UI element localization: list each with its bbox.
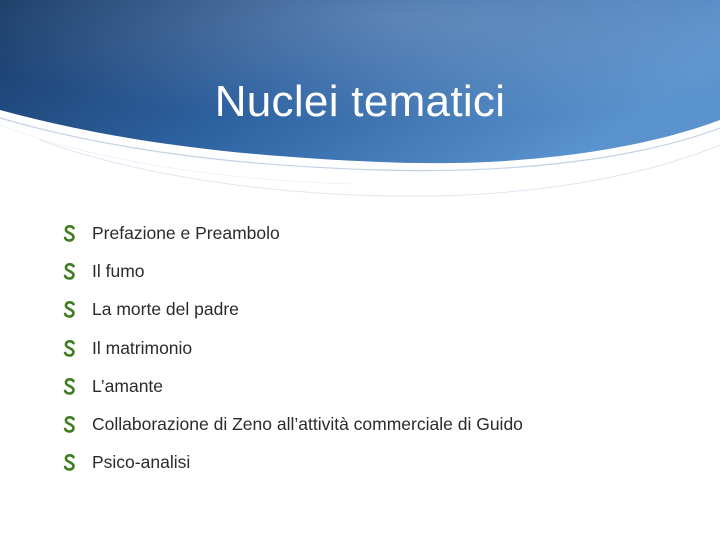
s-swash-bullet-icon xyxy=(62,340,76,357)
bullet-list xyxy=(62,214,523,482)
list-item xyxy=(62,367,523,405)
bullet-text: Il fumo xyxy=(92,260,145,281)
list-item xyxy=(62,291,523,329)
list-item xyxy=(62,329,523,367)
s-swash-bullet-icon xyxy=(62,454,76,471)
list-item xyxy=(62,444,523,482)
bullet-text: Psico-analisi xyxy=(92,452,191,473)
bullet-text: La morte del padre xyxy=(92,299,239,320)
bullet-text: Il matrimonio xyxy=(92,337,193,358)
bullet-text: Prefazione e Preambolo xyxy=(92,222,280,243)
s-swash-bullet-icon xyxy=(62,416,76,433)
slide-title: Nuclei tematici xyxy=(214,77,506,127)
bullet-text: Collaborazione di Zeno all’attività commerciale di Guido xyxy=(92,414,523,435)
s-swash-bullet-icon xyxy=(62,263,76,280)
s-swash-bullet-icon xyxy=(62,378,76,395)
s-swash-bullet-icon xyxy=(62,301,76,318)
s-swash-bullet-icon xyxy=(62,225,76,242)
list-item xyxy=(62,405,523,443)
list-item xyxy=(62,252,523,290)
bullet-text: L’amante xyxy=(92,375,164,396)
list-item xyxy=(62,214,523,252)
